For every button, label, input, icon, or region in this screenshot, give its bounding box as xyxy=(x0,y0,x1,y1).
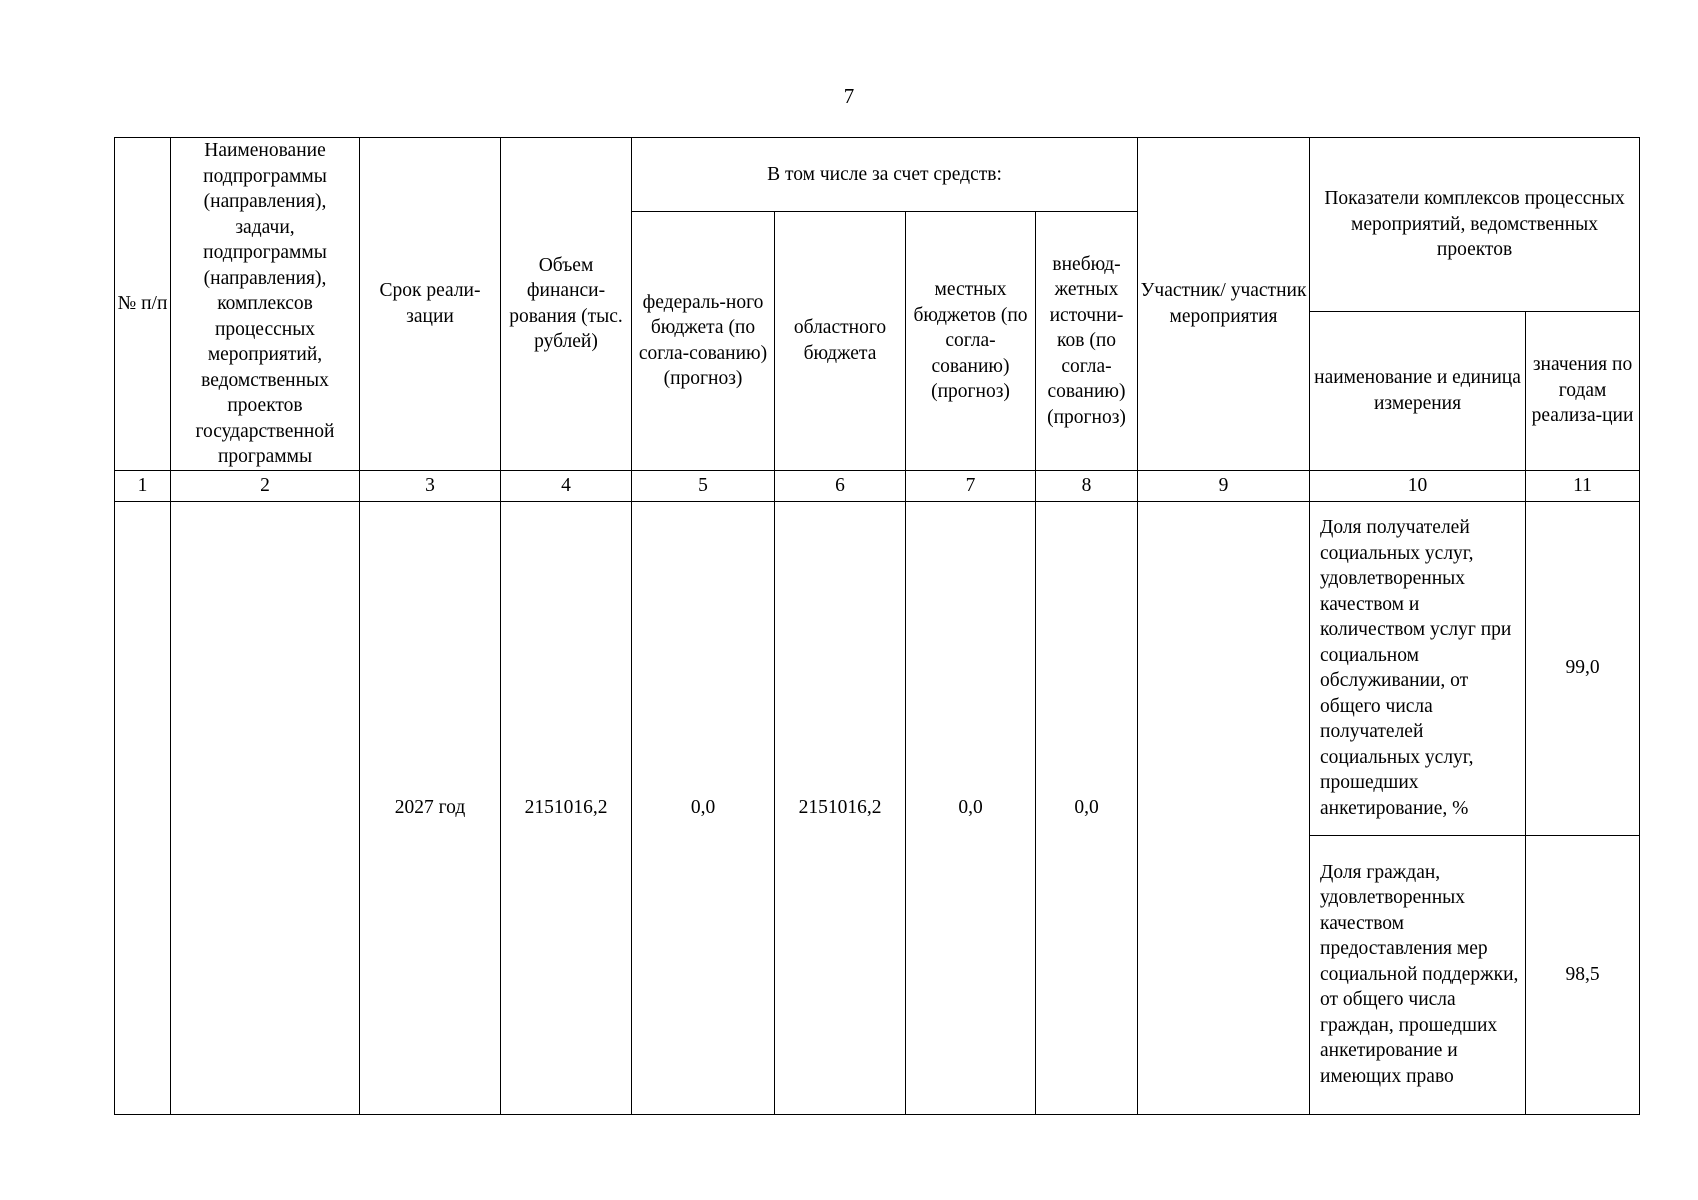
header-local-budgets: местных бюджетов (по согла-сованию) (прогноз) xyxy=(906,212,1036,471)
header-participant: Участник/ участник мероприятия xyxy=(1138,138,1310,471)
header-number: № п/п xyxy=(115,138,171,471)
column-number: 2 xyxy=(171,470,360,501)
column-number-row xyxy=(115,470,1640,501)
column-number: 3 xyxy=(360,470,501,501)
column-number: 4 xyxy=(501,470,632,501)
header-indicator-name: наименование и единица измерения xyxy=(1310,311,1526,470)
budget-table xyxy=(114,137,1640,1115)
row-name-cell xyxy=(171,501,360,1114)
column-number: 9 xyxy=(1138,470,1310,501)
indicator-value-cell: 98,5 xyxy=(1526,835,1640,1114)
row-local-cell: 0,0 xyxy=(906,501,1036,1114)
header-total-funding: Объем финанси-рования (тыс. рублей) xyxy=(501,138,632,471)
header-row-top xyxy=(115,138,1640,212)
indicator-name-cell: Доля получателей социальных услуг, удовлетворенных качеством и количеством услуг при социальном обслуживании, от общего числа получателей социальных услуг, прошедших анкетирование, % xyxy=(1310,501,1526,835)
indicator-name-cell: Доля граждан, удовлетворенных качеством предоставления мер социальной поддержки, от общего числа граждан, прошедших анкетирование и имеющих право xyxy=(1310,835,1526,1114)
column-number: 1 xyxy=(115,470,171,501)
column-number: 8 xyxy=(1036,470,1138,501)
row-federal-cell: 0,0 xyxy=(632,501,775,1114)
header-funds-group: В том числе за счет средств: xyxy=(632,138,1138,212)
column-number: 10 xyxy=(1310,470,1526,501)
row-extrabudgetary-cell: 0,0 xyxy=(1036,501,1138,1114)
header-indicator-values: значения по годам реализа-ции xyxy=(1526,311,1640,470)
row-regional-cell: 2151016,2 xyxy=(775,501,906,1114)
column-number: 11 xyxy=(1526,470,1640,501)
header-federal-budget: федераль-ного бюджета (по согла-сованию) (прогноз) xyxy=(632,212,775,471)
indicator-value-cell: 99,0 xyxy=(1526,501,1640,835)
row-participant-cell xyxy=(1138,501,1310,1114)
header-indicators-group: Показатели комплексов процессных мероприятий, ведомственных проектов xyxy=(1310,138,1640,312)
header-name: Наименование подпрограммы (направления), задачи, подпрограммы (направления), комплексов процессных мероприятий, ведомственных проектов государственной программы xyxy=(171,138,360,471)
row-total-cell: 2151016,2 xyxy=(501,501,632,1114)
column-number: 6 xyxy=(775,470,906,501)
row-number-cell xyxy=(115,501,171,1114)
header-extrabudgetary: внебюд-жетных источни-ков (по согла-сованию) (прогноз) xyxy=(1036,212,1138,471)
header-period: Срок реали-зации xyxy=(360,138,501,471)
page-number: 7 xyxy=(843,84,855,108)
header-regional-budget: областного бюджета xyxy=(775,212,906,471)
row-period-cell: 2027 год xyxy=(360,501,501,1114)
column-number: 5 xyxy=(632,470,775,501)
column-number: 7 xyxy=(906,470,1036,501)
table-row xyxy=(115,501,1640,835)
